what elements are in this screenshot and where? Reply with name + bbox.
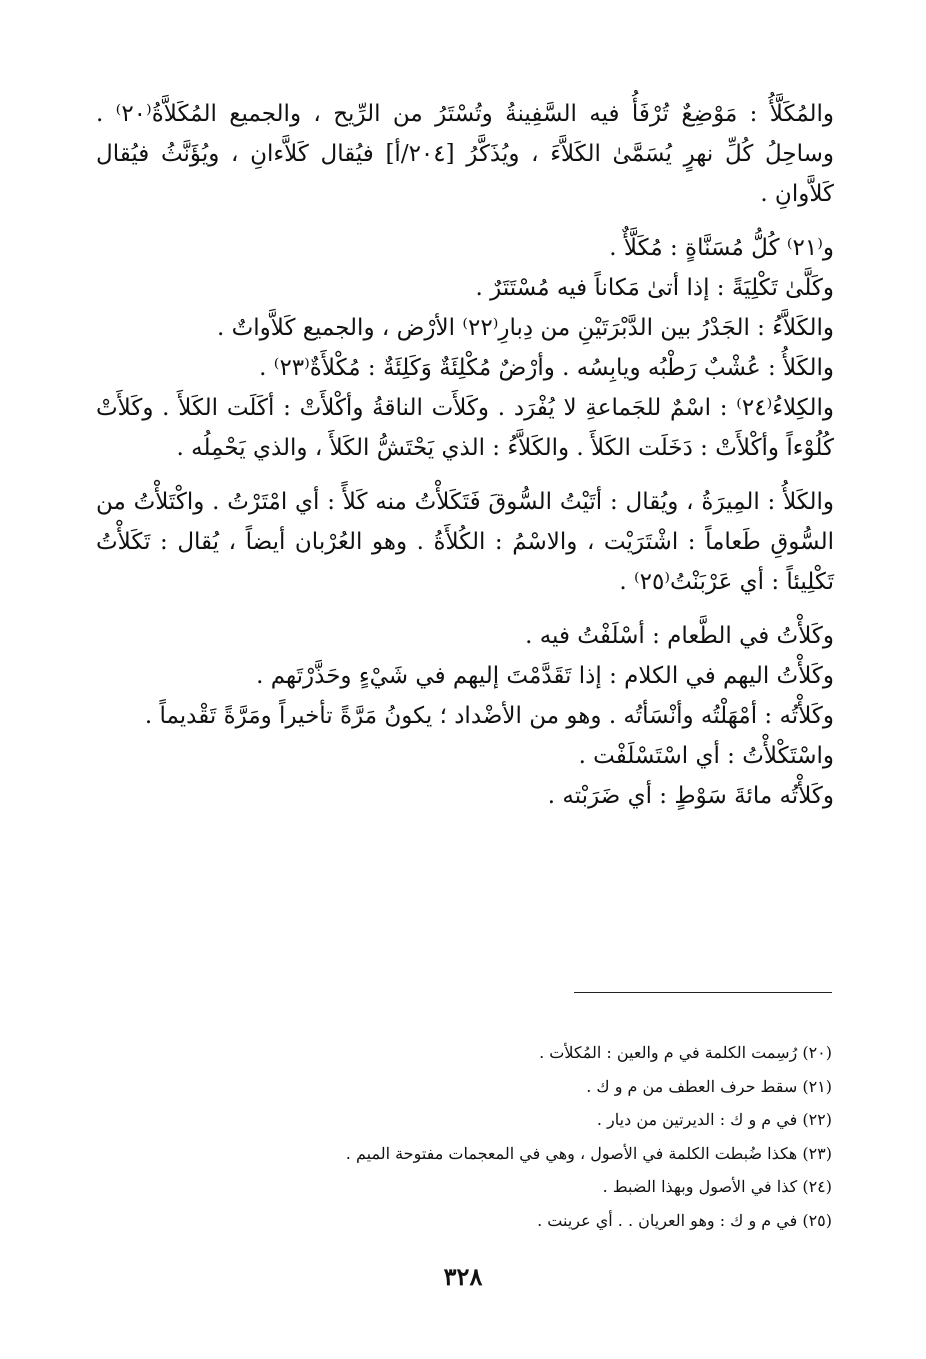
page-number: ٣٢٨ bbox=[443, 1262, 483, 1291]
paragraph-kala-amhal: وكَلأْتُه : أمْهَلْتُه وأنْسَأتُه . وهو من الأضْداد ؛ يكونُ مَرَّةً تأخيراً ومَرَّةً تَقْديماً . bbox=[144, 703, 834, 729]
paragraph-kalla-jadr: والكَلاَّءُ : الجَدْرُ بين الدَّبْرَتَيْنِ من دِبارِ⁽٢٢⁾ الأرْض ، والجميع كَلاَّواتٌ . bbox=[216, 315, 834, 341]
footnotes bbox=[200, 1036, 832, 1237]
footnote-24: (٢٤) كذا في الأصول وبهذا الضبط . bbox=[602, 1177, 832, 1196]
footnote-21: (٢١) سقط حرف العطف من م و ك . bbox=[586, 1076, 832, 1096]
paragraph-kala-sawt: وكَلأْتُه مائةَ سَوْطٍ : أي ضَرَبْته . bbox=[547, 783, 834, 809]
paragraph-kila-jamaa: والكِلاءُ⁽٢٤⁾ : اسْمٌ للجَماعةِ لا يُفْرَد . وكَلأَت الناقةُ وأكْلأَتْ : أكَلَت الكَلأَ . وكَلأَتْ كُلُوْءاً وأكْلأَتْ : دَخَلَت الكَلأَ . والكَلاَّءُ : الذي يَحْتَشُّ الكَلأَ ، والذي يَحْمِلُه . bbox=[96, 395, 834, 461]
paragraph-gap bbox=[96, 602, 834, 616]
footnote-separator bbox=[574, 992, 832, 993]
paragraph-musannat: و⁽٢١⁾ كُلُّ مُسَنَّاةٍ : مُكَلَّأٌ . bbox=[609, 235, 834, 261]
paragraph-gap bbox=[96, 468, 834, 482]
main-text bbox=[96, 94, 834, 816]
footnote-22: (٢٢) في م و ك : الديرتين من ديار . bbox=[596, 1110, 832, 1129]
footnote-25: (٢٥) في م و ك : وهو العريان . . أي عرينت . bbox=[537, 1210, 832, 1230]
paragraph-kala-taam: وكَلأْتُ في الطَّعام : أسْلَفْتُ فيه . bbox=[525, 623, 834, 649]
paragraph-kala-mira: والكَلأُ : المِيرَةُ ، ويُقال : أتَيْتُ السُّوقَ فَتَكَلأْتُ منه كَلأً : أي امْتَرْتُ . واكْتَلأْتُ من السُّوقِ طَعاماً : اشْتَرَيْت ، والاسْمُ : الكُلأَةُ . وهو العُرْبان أيضاً ، يُقال : تَكَلأْتُ تَكْلِيئاً : أي عَرْبَنْتُ⁽٢٥⁾ . bbox=[96, 489, 834, 595]
paragraph-istakla: واسْتَكْلأْتُ : أي اسْتَسْلَفْت . bbox=[578, 743, 834, 769]
paragraph-gap bbox=[96, 214, 834, 228]
paragraph-kalla-takliya: وكَلَّىٰ تَكْلِيَةً : إذا أتىٰ مَكاناً فيه مُسْتَتَرٌ . bbox=[475, 275, 834, 301]
footnote-20: (٢٠) رُسِمت الكلمة في م والعين : المُكلأت . bbox=[539, 1043, 832, 1062]
footnote-23: (٢٣) هكذا ضُبطت الكلمة في الأصول ، وهي في المعجمات مفتوحة الميم . bbox=[345, 1143, 832, 1163]
paragraph-mukalla: والمُكَلَّأُ : مَوْضِعٌ تُرْفَأُ فيه السَّفِينةُ وتُسْتَرُ من الرِّيح ، والجميع المُكَلاَّةُ⁽٢٠⁾ . وساحِلُ كُلِّ نهرٍ يُسَمَّىٰ الكَلاَّءَ ، ويُذَكَّرُ [٢٠٤/أ] فيُقال كَلاَّءانِ ، ويُؤَنَّثُ فيُقال كَلاَّوانِ . bbox=[96, 101, 834, 207]
paragraph-kala-ushb: والكَلأُ : عُشْبٌ رَطْبُه ويابِسُه . وأرْضٌ مُكْلِئَةٌ وَكَلِئَةٌ : مُكْلأَةٌ⁽٢٣⁾ . bbox=[259, 355, 834, 381]
paragraph-kala-kalam: وكَلأْتُ اليهم في الكلام : إذا تَقَدَّمْتَ إليهم في شَيْءٍ وحَذَّرْتَهم . bbox=[256, 663, 834, 689]
